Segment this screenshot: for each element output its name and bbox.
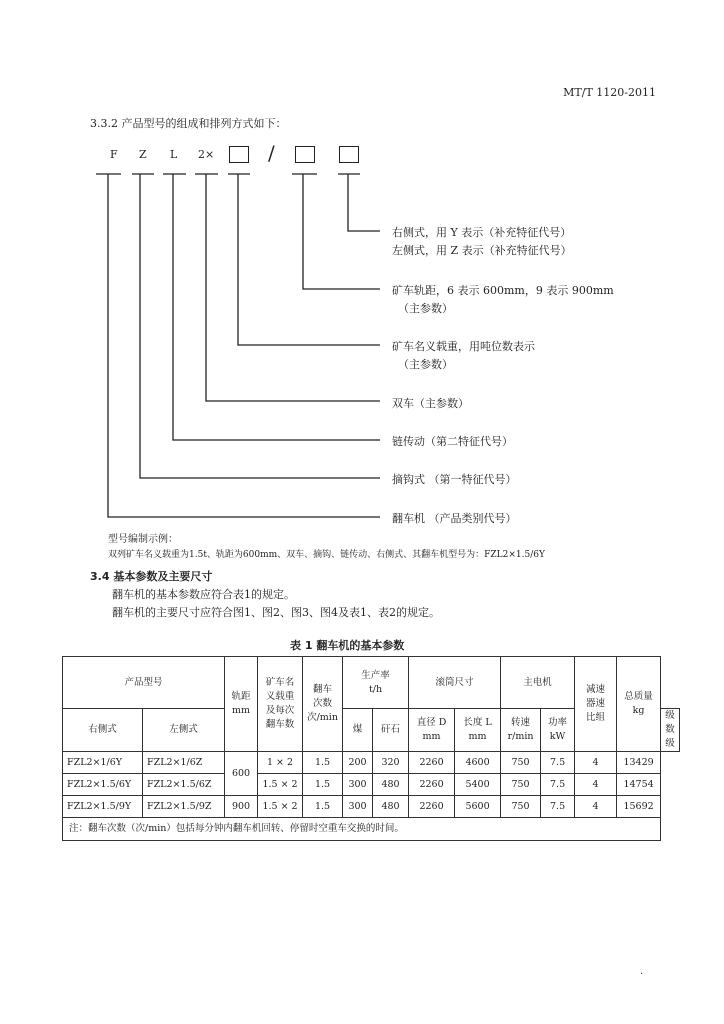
cell-length: 5600 — [455, 796, 501, 818]
example-label: 型号编制示例： — [108, 534, 178, 545]
annotation-gauge: 矿车轨距，6 表示 600mm，9 表示 900mm — [392, 284, 614, 297]
table-note: 注：翻车次数（次/min）包括每分钟内翻车机回转、停留时空重车交换的时间。 — [63, 818, 661, 841]
section-34-title: 3.4 基本参数及主要尺寸 — [90, 570, 213, 583]
header-speed: 转速 r/min — [501, 709, 541, 752]
annotation-double: 双车（主参数） — [392, 397, 469, 410]
header-left-side: 左侧式 — [143, 709, 225, 752]
cell-right-model: FZL2×1.5/6Y — [63, 774, 143, 796]
annotation-tipper: 翻车机 （产品类别代号） — [392, 512, 517, 525]
annotation-right-side: 右侧式，用 Y 表示（补充特征代号） — [392, 226, 572, 239]
cell-diameter: 2260 — [409, 752, 455, 774]
header-mass: 总质量 kg — [617, 657, 661, 752]
header-power: 功率 kW — [541, 709, 575, 752]
cell-stage: 4 — [575, 796, 617, 818]
header-rock: 矸石 — [373, 709, 409, 752]
annotation-load: 矿车名义载重，用吨位数表示 — [392, 340, 535, 353]
cell-gauge-merged: 600 — [225, 752, 258, 796]
cell-mass: 13429 — [617, 752, 661, 774]
cell-left-model: FZL2×1.5/6Z — [143, 774, 225, 796]
cell-load: 1.5 × 2 — [258, 774, 303, 796]
cell-diameter: 2260 — [409, 796, 455, 818]
header-diameter: 直径 D mm — [409, 709, 455, 752]
cell-left-model: FZL2×1/6Z — [143, 752, 225, 774]
cell-times: 1.5 — [303, 774, 343, 796]
annotation-gauge-main-param: （主参数） — [398, 302, 453, 315]
header-length: 长度 L mm — [455, 709, 501, 752]
cell-stage: 4 — [575, 752, 617, 774]
table-row — [63, 796, 680, 818]
cell-right-model: FZL2×1/6Y — [63, 752, 143, 774]
header-rotor: 滚筒尺寸 — [409, 657, 501, 709]
cell-coal: 300 — [343, 774, 373, 796]
cell-diameter: 2260 — [409, 774, 455, 796]
cell-load: 1 × 2 — [258, 752, 303, 774]
cell-power: 7.5 — [541, 752, 575, 774]
code-slash: / — [268, 141, 275, 165]
cell-rock: 480 — [373, 796, 409, 818]
annotation-chain: 链传动（第二特征代号） — [392, 435, 513, 448]
annotation-hook: 摘钩式 （第一特征代号） — [392, 473, 517, 486]
code-letter-f: F — [110, 148, 118, 161]
section-34-line1: 翻车机的基本参数应符合表1的规定。 — [112, 588, 295, 601]
code-letter-l: L — [170, 148, 178, 161]
page-dot: . — [640, 966, 644, 977]
cell-times: 1.5 — [303, 796, 343, 818]
header-load: 矿车名 义载重 及每次 翻车数 — [258, 657, 303, 752]
section-34-line2: 翻车机的主要尺寸应符合图1、图2、图3、图4及表1、表2的规定。 — [112, 606, 440, 619]
cell-stage: 4 — [575, 774, 617, 796]
annotation-load-main-param: （主参数） — [398, 358, 453, 371]
cell-rock: 320 — [373, 752, 409, 774]
cell-speed: 750 — [501, 796, 541, 818]
cell-load: 1.5 × 2 — [258, 796, 303, 818]
header-capacity: 生产率 t/h — [343, 657, 409, 709]
table-row — [63, 774, 680, 796]
cell-left-model: FZL2×1.5/9Z — [143, 796, 225, 818]
table-row — [63, 752, 680, 774]
header-coal: 煤 — [343, 709, 373, 752]
cell-right-model: FZL2×1.5/9Y — [63, 796, 143, 818]
basic-params-table — [62, 656, 680, 841]
header-model: 产品型号 — [63, 657, 225, 709]
cell-coal: 300 — [343, 796, 373, 818]
header-stage: 级数 级 — [661, 709, 680, 752]
standard-number: MT/T 1120-2011 — [563, 86, 656, 99]
cell-power: 7.5 — [541, 796, 575, 818]
header-times: 翻车 次数 次/min — [303, 657, 343, 752]
code-letter-z: Z — [139, 148, 147, 161]
example-text: 双列矿车名义载重为1.5t、轨距为600mm、双车、摘钩、链传动、右侧式、其翻车机型号为：FZL2×1.5/6Y — [108, 550, 545, 560]
cell-speed: 750 — [501, 774, 541, 796]
header-right-side: 右侧式 — [63, 709, 143, 752]
cell-gauge: 900 — [225, 796, 258, 818]
cell-length: 5400 — [455, 774, 501, 796]
cell-power: 7.5 — [541, 774, 575, 796]
cell-rock: 480 — [373, 774, 409, 796]
code-letter-2x: 2× — [198, 148, 215, 161]
annotation-left-side: 左侧式，用 Z 表示（补充特征代号） — [392, 244, 572, 257]
cell-coal: 200 — [343, 752, 373, 774]
section-332-title: 3.3.2 产品型号的组成和排列方式如下： — [90, 117, 287, 130]
cell-length: 4600 — [455, 752, 501, 774]
header-motor: 主电机 — [501, 657, 575, 709]
cell-mass: 15692 — [617, 796, 661, 818]
header-gauge: 轨距 mm — [225, 657, 258, 752]
table-title: 表 1 翻车机的基本参数 — [290, 639, 405, 652]
header-reducer: 减速 器速 比组 — [575, 657, 617, 752]
cell-mass: 14754 — [617, 774, 661, 796]
cell-speed: 750 — [501, 752, 541, 774]
cell-times: 1.5 — [303, 752, 343, 774]
